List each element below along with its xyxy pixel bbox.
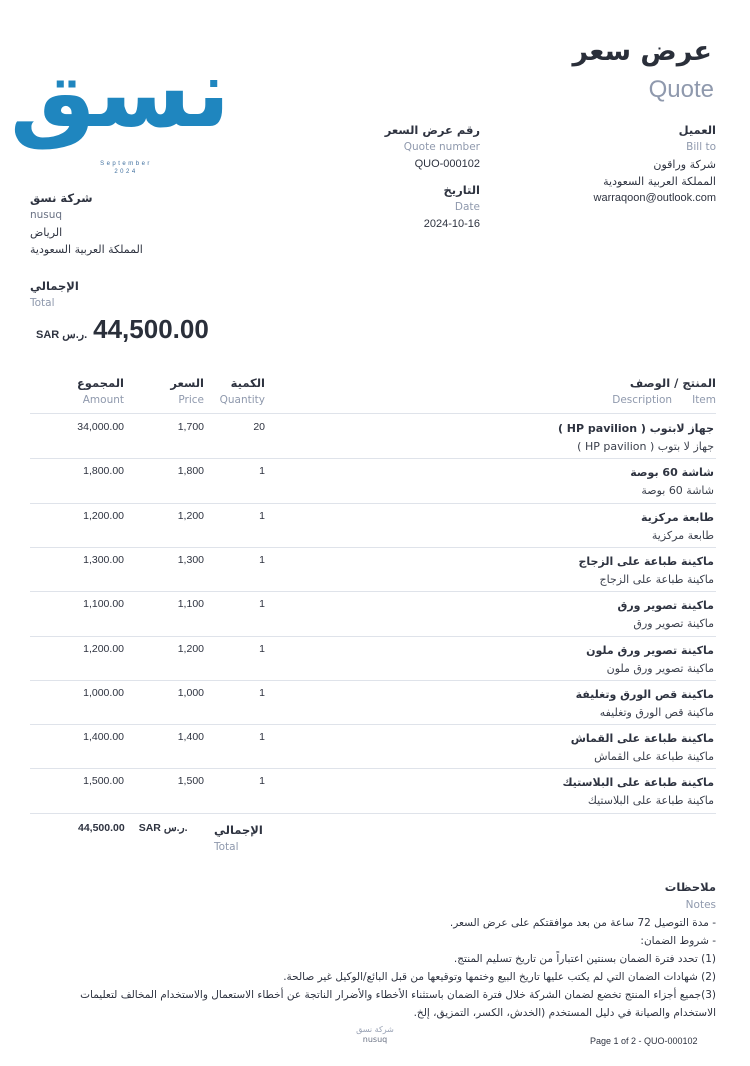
quote-number-label-ar: رقم عرض السعر	[384, 123, 480, 137]
notes-line: (3)جميع أجزاء المنتج تخضع لضمان الشركة خلال فترة الضمان باستثناء الأخطاء والأضرار الناتجة عن أخطاء الاستعمال والاستخدام المخالف لتعليمات	[80, 989, 716, 1001]
item-name: ماكينة تصوير ورق	[617, 599, 714, 613]
table-total-amount-row	[78, 822, 188, 834]
company-city: الرياض	[30, 226, 63, 239]
quote-meta-block	[385, 122, 480, 233]
item-quantity: 20	[253, 421, 265, 433]
item-price: 1,800	[177, 465, 204, 478]
table-header-divider	[30, 413, 716, 414]
footer-logo-ar: شركة نسق	[356, 1025, 394, 1034]
item-price: 1,700	[177, 421, 204, 433]
col-header-item	[612, 375, 716, 409]
quote-number-label-en: Quote number	[403, 141, 480, 153]
item-description: جهاز لا بتوب ( HP pavilion )	[577, 440, 714, 453]
total-amount: 44,500.00	[93, 314, 209, 344]
table-row-item	[571, 730, 714, 766]
row-divider	[30, 547, 716, 548]
table-row-item	[558, 420, 714, 456]
item-quantity: 1	[259, 642, 265, 655]
table-total-label-ar: الإجمالي	[214, 823, 263, 837]
item-price: 1,200	[177, 642, 204, 655]
bill-to-block	[594, 122, 716, 207]
company-name: شركة نسق	[30, 191, 93, 205]
table-total-currency: SAR ر.س.	[138, 822, 188, 834]
notes-block	[26, 878, 716, 1022]
item-name: طابعة مركزية	[640, 510, 714, 524]
item-amount: 1,300.00	[83, 553, 124, 566]
col-header-price-en: Price	[178, 394, 204, 406]
row-divider	[30, 591, 716, 592]
logo-date-year: 2024	[114, 169, 138, 175]
col-header-item-en-1: Item	[692, 394, 716, 406]
total-label-ar: الإجمالي	[30, 279, 79, 293]
notes-line: (1) تحدد فترة الضمان بسنتين اعتباراً من تاريخ تسليم المنتج.	[453, 953, 716, 965]
table-row-item	[562, 774, 714, 810]
item-amount: 1,000.00	[83, 686, 124, 699]
table-row-item	[618, 597, 715, 633]
table-total-label	[214, 822, 263, 856]
item-quantity: 1	[259, 465, 265, 478]
quote-number-value: QUO-000102	[414, 158, 480, 170]
item-quantity: 1	[259, 686, 265, 699]
notes-line: - شروط الضمان:	[640, 935, 716, 947]
col-header-item-ar: المنتج / الوصف	[629, 376, 716, 390]
item-description: ماكينة قص الورق وتغليفه	[599, 705, 714, 719]
row-divider	[30, 636, 716, 637]
logo-date-month: September	[100, 161, 152, 167]
item-description: ماكينة طباعة على القماش	[594, 750, 714, 764]
item-amount: 34,000.00	[77, 421, 124, 433]
col-header-qty	[220, 375, 265, 409]
footer-logo	[340, 1025, 410, 1045]
col-header-qty-ar: الكمية	[230, 376, 265, 390]
col-header-amount-ar: المجموع	[76, 376, 124, 390]
item-description: ماكينة طباعة على البلاستيك	[587, 794, 714, 808]
table-total-amount: 44,500.00	[78, 822, 125, 834]
item-amount: 1,800.00	[83, 465, 124, 478]
nusuq-logo-graphic	[9, 18, 231, 149]
item-name: ماكينة طباعة على القماش	[570, 732, 714, 746]
item-name: جهاز لابتوب ( HP pavilion )	[557, 422, 714, 435]
item-price: 1,500	[177, 775, 204, 788]
item-description: ماكينة طباعة على الزجاج	[599, 572, 714, 586]
notes-label-ar: ملاحظات	[664, 880, 716, 894]
row-divider	[30, 503, 716, 504]
item-name: ماكينة قص الورق وتغليفة	[575, 687, 714, 701]
item-amount: 1,400.00	[83, 731, 124, 744]
notes-line: الاستخدام والصيانة في دليل المستخدم (الخدش، الكسر، التمزيق، إلخ.	[413, 1007, 716, 1019]
notes-line: - مدة التوصيل 72 ساعة من بعد موافقتكم على عرض السعر.	[449, 917, 716, 929]
item-name: ماكينة طباعة على الزجاج	[578, 554, 714, 568]
company-logo	[9, 18, 231, 149]
item-quantity: 1	[259, 509, 265, 522]
client-name: شركة وراقون	[653, 158, 716, 171]
document-title-ar: عرض سعر	[572, 36, 712, 67]
item-description: ماكينة تصوير ورق	[633, 617, 714, 631]
item-quantity: 1	[259, 731, 265, 744]
table-row-item	[578, 553, 714, 589]
item-name: ماكينة طباعة على البلاستيك	[562, 776, 714, 790]
item-amount: 1,200.00	[83, 642, 124, 655]
company-country: المملكة العربية السعودية	[30, 243, 143, 256]
document-title-en: Quote	[648, 76, 714, 103]
row-divider	[30, 724, 716, 725]
company-block	[30, 190, 143, 258]
notes-label-en: Notes	[685, 899, 716, 911]
col-header-price	[170, 375, 204, 409]
row-divider	[30, 680, 716, 681]
item-description: ماكينة تصوير ورق ملون	[606, 661, 714, 675]
item-price: 1,200	[177, 509, 204, 522]
total-amount-row	[36, 314, 209, 345]
bill-to-label-en: Bill to	[686, 141, 716, 153]
total-label-en: Total	[30, 297, 55, 309]
item-amount: 1,500.00	[83, 775, 124, 788]
table-row-item	[586, 642, 714, 678]
client-country: المملكة العربية السعودية	[603, 175, 716, 188]
item-price: 1,100	[177, 598, 204, 611]
logo-text: نسق	[9, 37, 231, 149]
item-price: 1,000	[177, 686, 204, 699]
item-amount: 1,200.00	[83, 509, 124, 522]
table-row-item	[641, 509, 714, 545]
item-amount: 1,100.00	[83, 598, 124, 611]
item-description: طابعة مركزية	[651, 528, 714, 542]
row-divider	[30, 768, 716, 769]
date-value: 2024-10-16	[423, 218, 480, 230]
date-label-en: Date	[454, 201, 480, 213]
table-row-item	[576, 686, 714, 722]
item-quantity: 1	[259, 775, 265, 788]
item-quantity: 1	[259, 598, 265, 611]
col-header-amount	[77, 375, 124, 409]
col-header-price-ar: السعر	[170, 376, 204, 390]
table-total-label-en: Total	[214, 841, 239, 853]
table-row-item	[630, 464, 714, 500]
item-price: 1,400	[177, 731, 204, 744]
bill-to-label-ar: العميل	[678, 123, 716, 137]
col-header-amount-en: Amount	[82, 394, 124, 406]
notes-line: (2) شهادات الضمان التي لم يكتب عليها تاريخ البيع وختمها وتوقيعها من قبل البائع/الوكيل غير صالحة.	[283, 971, 716, 983]
item-name: شاشة 60 بوصة	[630, 466, 714, 480]
item-price: 1,300	[177, 553, 204, 566]
row-divider	[30, 458, 716, 459]
company-latin: nusuq	[30, 209, 63, 221]
footer-logo-en: nusuq	[362, 1035, 388, 1044]
logo-date	[76, 160, 176, 176]
total-summary	[30, 278, 79, 312]
item-description: شاشة 60 بوصة	[641, 484, 714, 498]
page-number: Page 1 of 2 - QUO-000102	[590, 1036, 698, 1046]
item-quantity: 1	[259, 553, 265, 566]
col-header-item-en-2: Description	[612, 394, 673, 406]
col-header-qty-en: Quantity	[219, 394, 265, 406]
row-divider	[30, 813, 716, 814]
client-email: warraqoon@outlook.com	[593, 192, 716, 204]
item-name: ماكينة تصوير ورق ملون	[586, 643, 714, 657]
total-currency: SAR ر.س.	[36, 329, 88, 341]
date-label-ar: التاريخ	[443, 183, 480, 197]
